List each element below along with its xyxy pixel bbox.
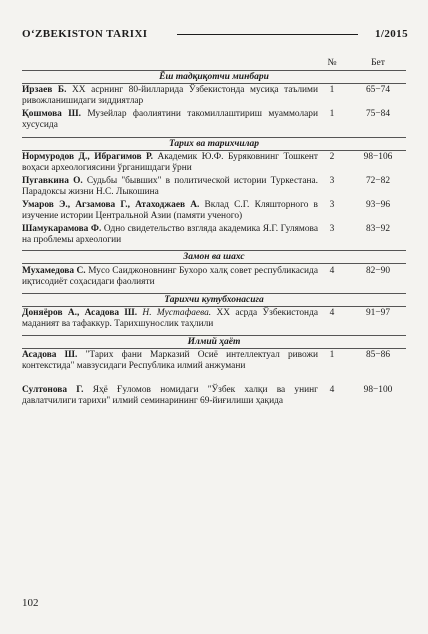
index-entry [22, 385, 406, 418]
entry-text [22, 308, 318, 330]
entry-issue-number: 3 [329, 200, 335, 210]
index-entry [22, 266, 406, 288]
section-heading: Тарих ва тарихчилар [22, 137, 406, 151]
entry-author: Қошмова Ш. [22, 109, 81, 119]
entry-pages: 83−92 [365, 224, 391, 234]
entry-pages: 82−90 [365, 266, 391, 276]
entry-title: Мусо Саиджоновнинг Бухоро халқ совет республикасида иқтисодиёт соҳасидаги фаолияти [22, 266, 318, 287]
entry-issue-number: 4 [329, 385, 335, 395]
entry-pages: 98−106 [363, 152, 393, 162]
entry-text [22, 109, 318, 131]
entry-author: Умаров Э., Агзамова Г., Атаходжаев А. [22, 200, 200, 210]
entry-title: Музейлар фаолиятини такомиллаштириш муаммолари хусусида [22, 109, 319, 130]
entry-issue-number: 4 [329, 308, 335, 318]
column-header-pages: Бет [371, 58, 385, 68]
entry-author: Асадова Ш. [22, 350, 78, 360]
index-entry [22, 176, 406, 198]
entry-issue-number: 2 [329, 152, 335, 162]
entry-title: Академик Ю.Ф. Буряковнинг Тошкент воҳаси археологиясини ўрганишдаги ўрни [22, 152, 318, 173]
header-rule [177, 34, 358, 35]
entry-pages: 75−84 [365, 109, 391, 119]
page-number: 102 [22, 597, 39, 609]
entry-author: Доняёров А., Асадова Ш. [22, 308, 138, 318]
entry-author: Ирзаев Б. [22, 85, 67, 95]
entry-text [22, 385, 318, 407]
entry-title: Судьбы "бывших" в политической истории Туркестана. Парадоксы жизни Н.С. Лыкошина [22, 176, 319, 197]
entry-issue-number: 4 [329, 266, 335, 276]
entry-author: Нормуродов Д., Ибрагимов Р. [22, 152, 153, 162]
entry-text [22, 200, 318, 222]
entry-issue-number: 1 [329, 350, 335, 360]
entry-title: ХХ асрда Ўзбекистонда маданият ва тафаккур. Тарихшунослик таҳлили [22, 308, 318, 329]
section-heading: Замон ва шахс [22, 250, 406, 264]
column-header-number: № [327, 58, 337, 68]
entry-text [22, 85, 318, 107]
entry-author: Мухамедова С. [22, 266, 86, 276]
entry-title: Яҳё Ғуломов номидаги "Ўзбек халқи ва унинг давлатчилиги тарихи" илмий семинарининг 69-йиғилиши ҳақида [22, 385, 318, 406]
entry-issue-number: 1 [329, 85, 335, 95]
entry-author: Султонова Г. [22, 385, 84, 395]
entry-pages: 91−97 [365, 308, 391, 318]
section-heading: Илмий ҳаёт [22, 335, 406, 349]
index-entry [22, 200, 406, 222]
entry-issue-number: 3 [329, 176, 335, 186]
entry-author: Шамукарамова Ф. [22, 224, 102, 234]
entry-pages: 93−96 [365, 200, 391, 210]
entry-title: "Тарих фани Марказий Осиё интеллектуал ривожи контекстида" мавзусидаги Республика илмий анжумани [22, 350, 318, 371]
section-heading: Ёш тадқиқотчи минбари [22, 70, 406, 84]
entry-title: ХХ асрнинг 80-йилларида Ўзбекистонда мусиқа таълими ривожланишидаги зиддиятлар [22, 85, 318, 106]
entry-title: Одно свидетельство взгляда академика Я.Г. Гулямова на проблемы археологии [22, 224, 318, 245]
index-entry [22, 109, 406, 131]
entry-author: Пугавкина О. [22, 176, 83, 186]
running-header [22, 28, 408, 42]
entry-pages: 98−100 [363, 385, 393, 395]
index-entry [22, 152, 406, 174]
entry-text [22, 224, 318, 246]
entry-text [22, 350, 318, 372]
index-entry [22, 350, 406, 383]
index-entry [22, 85, 406, 107]
section-heading: Тарихчи кутубхонасига [22, 293, 406, 307]
entry-issue-number: 1 [329, 109, 335, 119]
entry-pages: 72−82 [365, 176, 391, 186]
entry-text [22, 152, 318, 174]
index-entry [22, 308, 406, 330]
reviewed-book-author: Н. Мустафаева. [142, 308, 212, 318]
entry-issue-number: 3 [329, 224, 335, 234]
entry-title: Вклад С.Г. Кляшторного в изучение истории Центральной Азии (памяти ученого) [22, 200, 318, 221]
entry-text [22, 176, 318, 198]
entry-pages: 85−86 [365, 350, 391, 360]
entry-pages: 65−74 [365, 85, 391, 95]
journal-title: O‘ZBEKISTON TARIXI [22, 28, 148, 40]
entry-text [22, 266, 318, 288]
issue-number: 1/2015 [375, 28, 408, 40]
index-entry [22, 224, 406, 246]
